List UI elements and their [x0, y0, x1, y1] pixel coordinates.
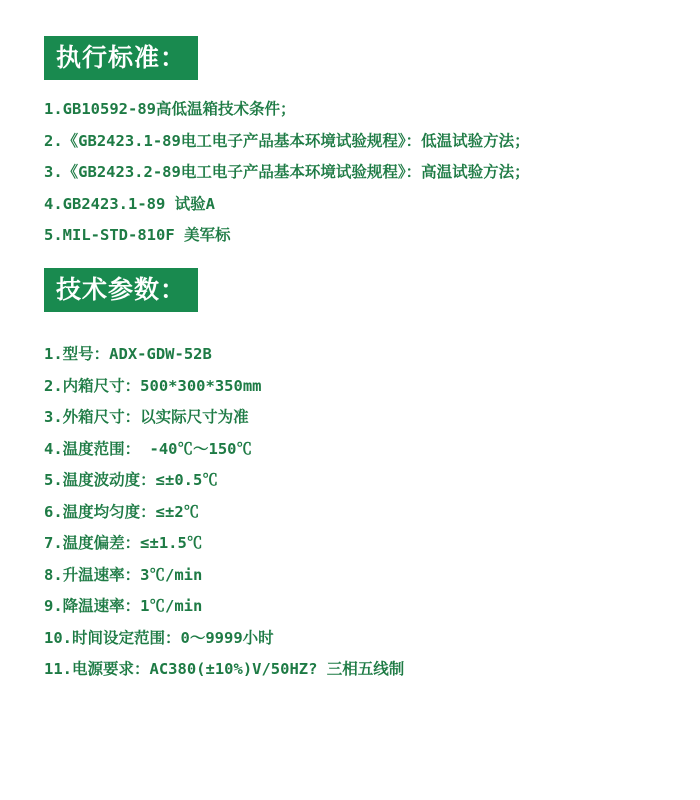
specs-item: 9.降温速率：1℃/min	[44, 597, 203, 615]
specs-heading: 技术参数：	[44, 268, 198, 312]
standards-item: 5.MIL-STD-810F 美军标	[44, 226, 231, 244]
specs-item: 10.时间设定范围：0～9999小时	[44, 628, 274, 647]
specs-item: 8.升温速率：3℃/min	[44, 565, 203, 584]
specs-item: 7.温度偏差：≤±1.5℃	[44, 534, 203, 552]
standards-item: 1.GB10592-89高低温箱技术条件；	[44, 100, 296, 118]
specs-item: 3.外箱尺寸：以实际尺寸为准	[44, 408, 249, 426]
specs-item: 6.温度均匀度：≤±2℃	[44, 502, 200, 521]
standards-list	[44, 94, 530, 252]
specs-item: 4.温度范围： -40℃～150℃	[44, 439, 252, 458]
specs-list	[44, 339, 404, 686]
standards-heading: 执行标准：	[44, 36, 198, 80]
standards-item: 4.GB2423.1-89 试验A	[44, 194, 215, 213]
specs-item: 1.型号：ADX-GDW-52B	[44, 345, 212, 363]
standards-item: 3.《GB2423.2-89电工电子产品基本环境试验规程》：高温试验方法；	[44, 163, 530, 181]
standards-item: 2.《GB2423.1-89电工电子产品基本环境试验规程》：低温试验方法；	[44, 131, 530, 150]
specs-item: 2.内箱尺寸：500*300*350mm	[44, 376, 262, 395]
specs-item: 5.温度波动度：≤±0.5℃	[44, 471, 218, 489]
specs-item: 11.电源要求：AC380(±10%)V/50HZ? 三相五线制	[44, 660, 405, 678]
